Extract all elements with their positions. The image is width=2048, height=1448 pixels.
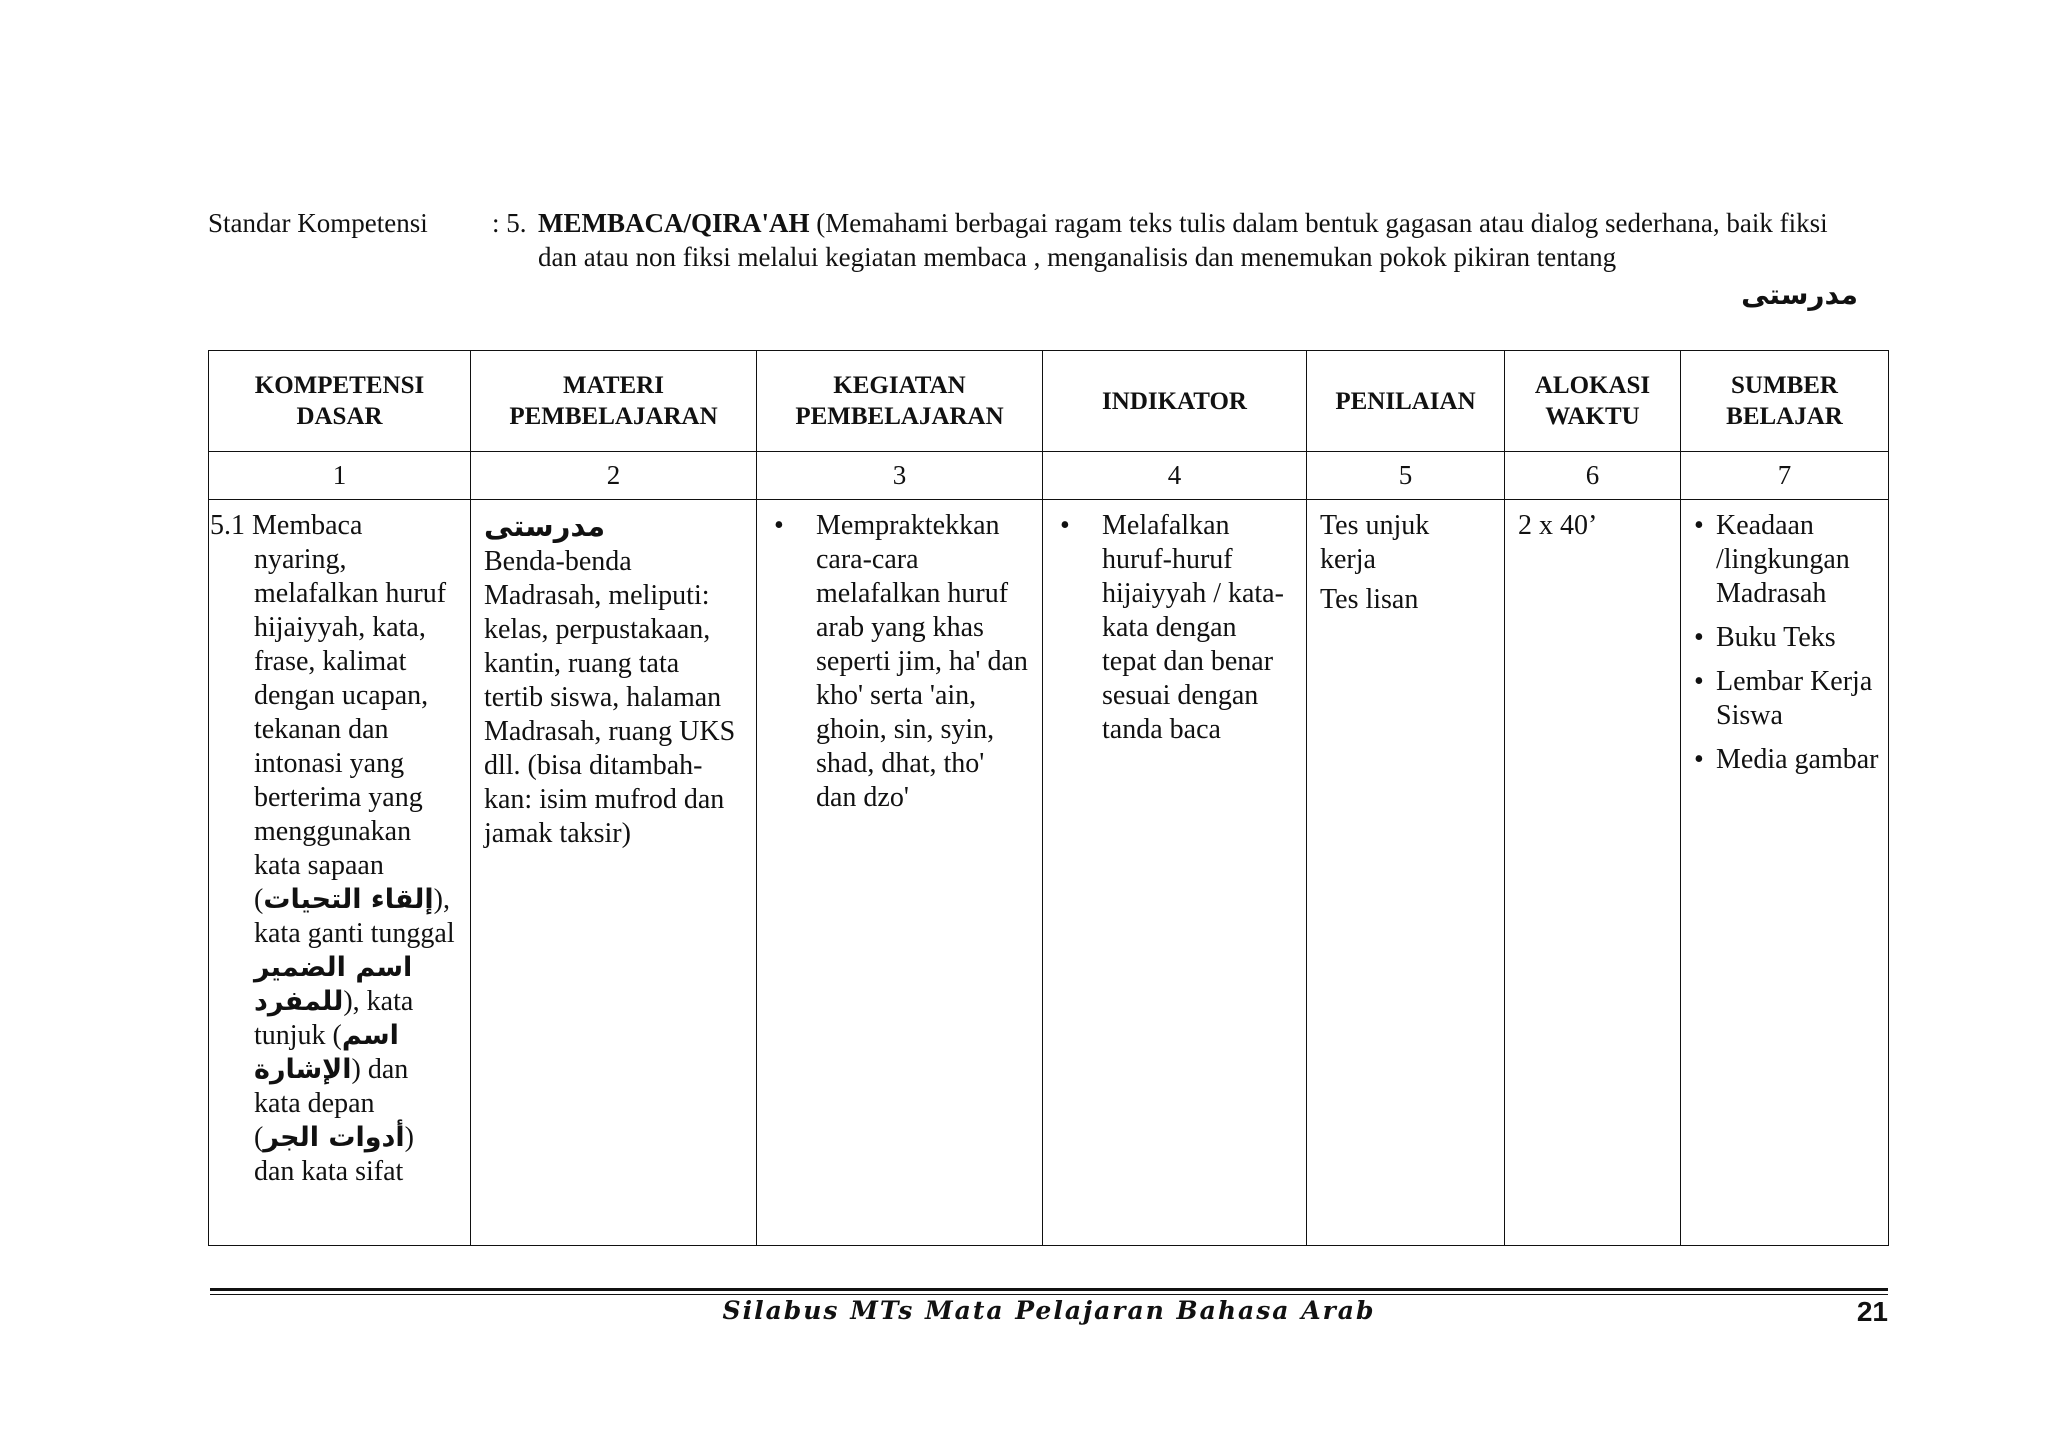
kd-arabic-2: اسم الضمير للمفرد: [254, 952, 413, 1017]
penilaian-item: Tes lisan: [1320, 584, 1419, 615]
sk-text: [538, 206, 1858, 312]
penilaian-cell: [1307, 500, 1505, 1246]
indikator-cell: [1043, 500, 1307, 1246]
column-number-row: [209, 452, 1889, 500]
col-number: 6: [1505, 452, 1681, 500]
table-row: [209, 500, 1889, 1246]
list-item: [1694, 743, 1879, 777]
col-number: 7: [1681, 452, 1889, 500]
kompetensi-dasar-cell: [209, 500, 471, 1246]
sk-arabic-topic: مدرستى: [1741, 278, 1858, 311]
sumber-text: Buku Teks: [1716, 622, 1836, 653]
sk-number: : 5.: [492, 208, 527, 238]
page-number: 21: [1856, 1296, 1888, 1327]
header-materi: MATERI PEMBELAJARAN: [471, 351, 757, 452]
header-kegiatan: KEGIATAN PEMBELAJARAN: [757, 351, 1043, 452]
sk-label: Standar Kompetensi: [208, 208, 428, 238]
sumber-cell: [1681, 500, 1889, 1246]
penilaian-item: Tes unjuk kerja: [1320, 510, 1430, 575]
alokasi-cell: [1505, 500, 1681, 1246]
col-number: 4: [1043, 452, 1307, 500]
col-number: 2: [471, 452, 757, 500]
col-number: 5: [1307, 452, 1505, 500]
sumber-text: Media gambar: [1716, 744, 1879, 775]
sumber-list: [1682, 501, 1887, 777]
kd-arabic-1: إلقاء التحيات: [263, 884, 434, 915]
kd-arabic-3: اسم الإشارة: [254, 1020, 399, 1085]
bullet-icon: •: [1694, 666, 1704, 697]
kd-text-4: ) dan kata depan (: [254, 1054, 409, 1153]
materi-text: Benda-benda Madrasah, meliputi: kelas, perpustakaan, kantin, ruang tata tertib siswa, halaman Madrasah, ruang UKS dll. (bisa ditambah-kan: isim mufrod dan jamak taksir): [484, 546, 736, 849]
col-number: 1: [209, 452, 471, 500]
penilaian-content: [1308, 501, 1503, 617]
bullet-icon: •: [1694, 622, 1704, 653]
sumber-text: Keadaan /lingkungan Madrasah: [1716, 510, 1850, 609]
kompetensi-dasar-text: [210, 501, 469, 1189]
bullet-icon: •: [774, 510, 784, 541]
indikator-text: Melafalkan huruf-huruf hijaiyyah / kata-kata dengan tepat dan benar sesuai dengan tanda baca: [1102, 510, 1284, 745]
kegiatan-cell: [757, 500, 1043, 1246]
kd-text-2: ), kata ganti tunggal: [254, 884, 455, 949]
footer-rule-thin: [210, 1294, 1888, 1295]
materi-content: [472, 501, 755, 851]
list-item: [1694, 621, 1879, 655]
materi-cell: [471, 500, 757, 1246]
header-kompetensi-dasar: KOMPETENSI DASAR: [209, 351, 471, 452]
kd-text-1: 5.1 Membaca nyaring, melafalkan huruf hijaiyyah, kata, frase, kalimat dengan ucapan, tekanan dan intonasi yang berterima yang menggunakan kata sapaan (: [210, 510, 447, 915]
materi-arabic-title: مدرستى: [484, 509, 606, 543]
bullet-icon: •: [1060, 510, 1070, 541]
bullet-icon: •: [1694, 510, 1704, 541]
kegiatan-item: [758, 501, 1041, 815]
alokasi-text: 2 x 40’: [1518, 510, 1598, 541]
kd-text-5: ) dan kata sifat: [254, 1122, 414, 1187]
kd-text-3: ), kata tunjuk (: [254, 986, 414, 1051]
syllabus-table: [208, 350, 1889, 1246]
footer-title: Silabus MTs Mata Pelajaran Bahasa Arab: [722, 1296, 1376, 1325]
header-penilaian: PENILAIAN: [1307, 351, 1505, 452]
bullet-icon: •: [1694, 744, 1704, 775]
header-sumber: SUMBER BELAJAR: [1681, 351, 1889, 452]
header-alokasi: ALOKASI WAKTU: [1505, 351, 1681, 452]
col-number: 3: [757, 452, 1043, 500]
sk-description: (Memahami berbagai ragam teks tulis dalam bentuk gagasan atau dialog sederhana, baik fiksi dan atau non fiksi melalui kegiatan membaca , menganalisis dan menemukan pokok pikiran tentang: [538, 208, 1828, 272]
footer-rule-thick: [210, 1288, 1888, 1291]
indikator-item: [1044, 501, 1305, 747]
kegiatan-text: Mempraktekkan cara-cara melafalkan huruf arab yang khas seperti jim, ha' dan kho' serta 'ain, ghoin, sin, syin, shad, dhat, tho' dan dzo': [816, 510, 1028, 813]
sumber-text: Lembar Kerja Siswa: [1716, 666, 1873, 731]
list-item: [1694, 509, 1879, 611]
kd-arabic-4: أدوات الجر: [263, 1122, 405, 1153]
header-indikator: INDIKATOR: [1043, 351, 1307, 452]
sk-title: MEMBACA/QIRA'AH: [538, 208, 810, 238]
list-item: [1694, 665, 1879, 733]
table-header-row: [209, 351, 1889, 452]
